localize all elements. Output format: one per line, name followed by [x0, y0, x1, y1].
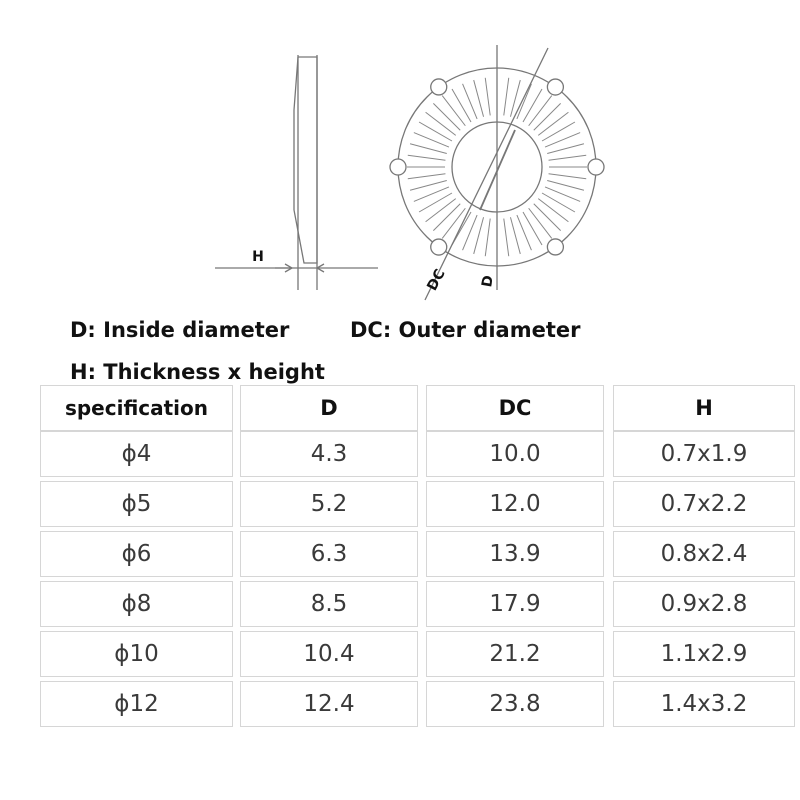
- serration-line: [414, 187, 449, 202]
- serration-line: [549, 155, 587, 160]
- table-cell-h: 0.8x2.4: [613, 531, 795, 577]
- header-h: H: [613, 385, 795, 431]
- table-cell-dc: 13.9: [426, 531, 604, 577]
- table-cell-h: 0.7x1.9: [613, 431, 795, 477]
- serration-line: [433, 103, 460, 130]
- table-cell-h: 0.7x2.2: [613, 481, 795, 527]
- table-cell-dc: 23.8: [426, 681, 604, 727]
- table-cell-d: 5.2: [240, 481, 418, 527]
- header-d: D: [240, 385, 418, 431]
- serration-line: [452, 89, 471, 122]
- table-cell-d: 4.3: [240, 431, 418, 477]
- table-cell-spec: ϕ10: [40, 631, 233, 677]
- serration-line: [474, 80, 484, 117]
- rim-notch: [547, 239, 563, 255]
- serration-line: [545, 133, 580, 148]
- serration-line: [485, 78, 490, 116]
- rim-notch: [390, 159, 406, 175]
- front-view: [390, 45, 604, 300]
- table-cell-dc: 10.0: [426, 431, 604, 477]
- rim-notch: [431, 79, 447, 95]
- serration-line: [545, 187, 580, 202]
- dim-label-h: H: [252, 249, 264, 265]
- serration-line: [410, 180, 447, 190]
- serration-line: [534, 103, 561, 130]
- serration-line: [510, 217, 520, 254]
- serration-line: [463, 84, 478, 119]
- serration-line: [419, 122, 452, 141]
- serration-line: [538, 199, 568, 222]
- table-cell-dc: 12.0: [426, 481, 604, 527]
- serration-line: [426, 199, 456, 222]
- serration-line: [504, 219, 509, 257]
- legend-outer-diameter: DC: Outer diameter: [350, 318, 581, 342]
- washer-diagram: [0, 0, 800, 320]
- serration-line: [474, 217, 484, 254]
- table-cell-h: 1.1x2.9: [613, 631, 795, 677]
- serration-line: [463, 215, 478, 250]
- serration-line: [504, 78, 509, 116]
- legend-thickness-height: H: Thickness x height: [70, 360, 325, 384]
- table-cell-d: 12.4: [240, 681, 418, 727]
- table-cell-dc: 17.9: [426, 581, 604, 627]
- table-cell-spec: ϕ6: [40, 531, 233, 577]
- serration-line: [410, 144, 447, 154]
- serration-line: [549, 174, 587, 179]
- rim-notch: [547, 79, 563, 95]
- table-cell-h: 1.4x3.2: [613, 681, 795, 727]
- serration-line: [542, 193, 575, 212]
- serration-line: [510, 80, 520, 117]
- serration-line: [408, 155, 446, 160]
- table-cell-d: 8.5: [240, 581, 418, 627]
- header-dc: DC: [426, 385, 604, 431]
- serration-line: [529, 208, 552, 238]
- serration-line: [547, 180, 584, 190]
- header-specification: specification: [40, 385, 233, 431]
- table-cell-h: 0.9x2.8: [613, 581, 795, 627]
- rim-notch: [588, 159, 604, 175]
- serration-line: [408, 174, 446, 179]
- table-cell-d: 10.4: [240, 631, 418, 677]
- table-cell-spec: ϕ5: [40, 481, 233, 527]
- rim-notch: [431, 239, 447, 255]
- table-cell-dc: 21.2: [426, 631, 604, 677]
- serration-line: [485, 219, 490, 257]
- dim-label-dc: DC: [424, 266, 449, 294]
- table-cell-spec: ϕ8: [40, 581, 233, 627]
- serration-line: [529, 96, 552, 126]
- table-cell-d: 6.3: [240, 531, 418, 577]
- serration-line: [442, 96, 465, 126]
- side-profile: [215, 55, 378, 290]
- serration-line: [517, 215, 532, 250]
- serration-line: [426, 112, 456, 135]
- table-cell-spec: ϕ4: [40, 431, 233, 477]
- serration-line: [419, 193, 452, 212]
- serration-line: [517, 84, 532, 119]
- serration-line: [542, 122, 575, 141]
- serration-line: [538, 112, 568, 135]
- table-cell-spec: ϕ12: [40, 681, 233, 727]
- legend-inside-diameter: D: Inside diameter: [70, 318, 290, 342]
- serration-line: [547, 144, 584, 154]
- serration-line: [433, 204, 460, 231]
- serration-line: [414, 133, 449, 148]
- serration-line: [523, 212, 542, 245]
- dim-label-d: D: [479, 274, 497, 289]
- serration-line: [534, 204, 561, 231]
